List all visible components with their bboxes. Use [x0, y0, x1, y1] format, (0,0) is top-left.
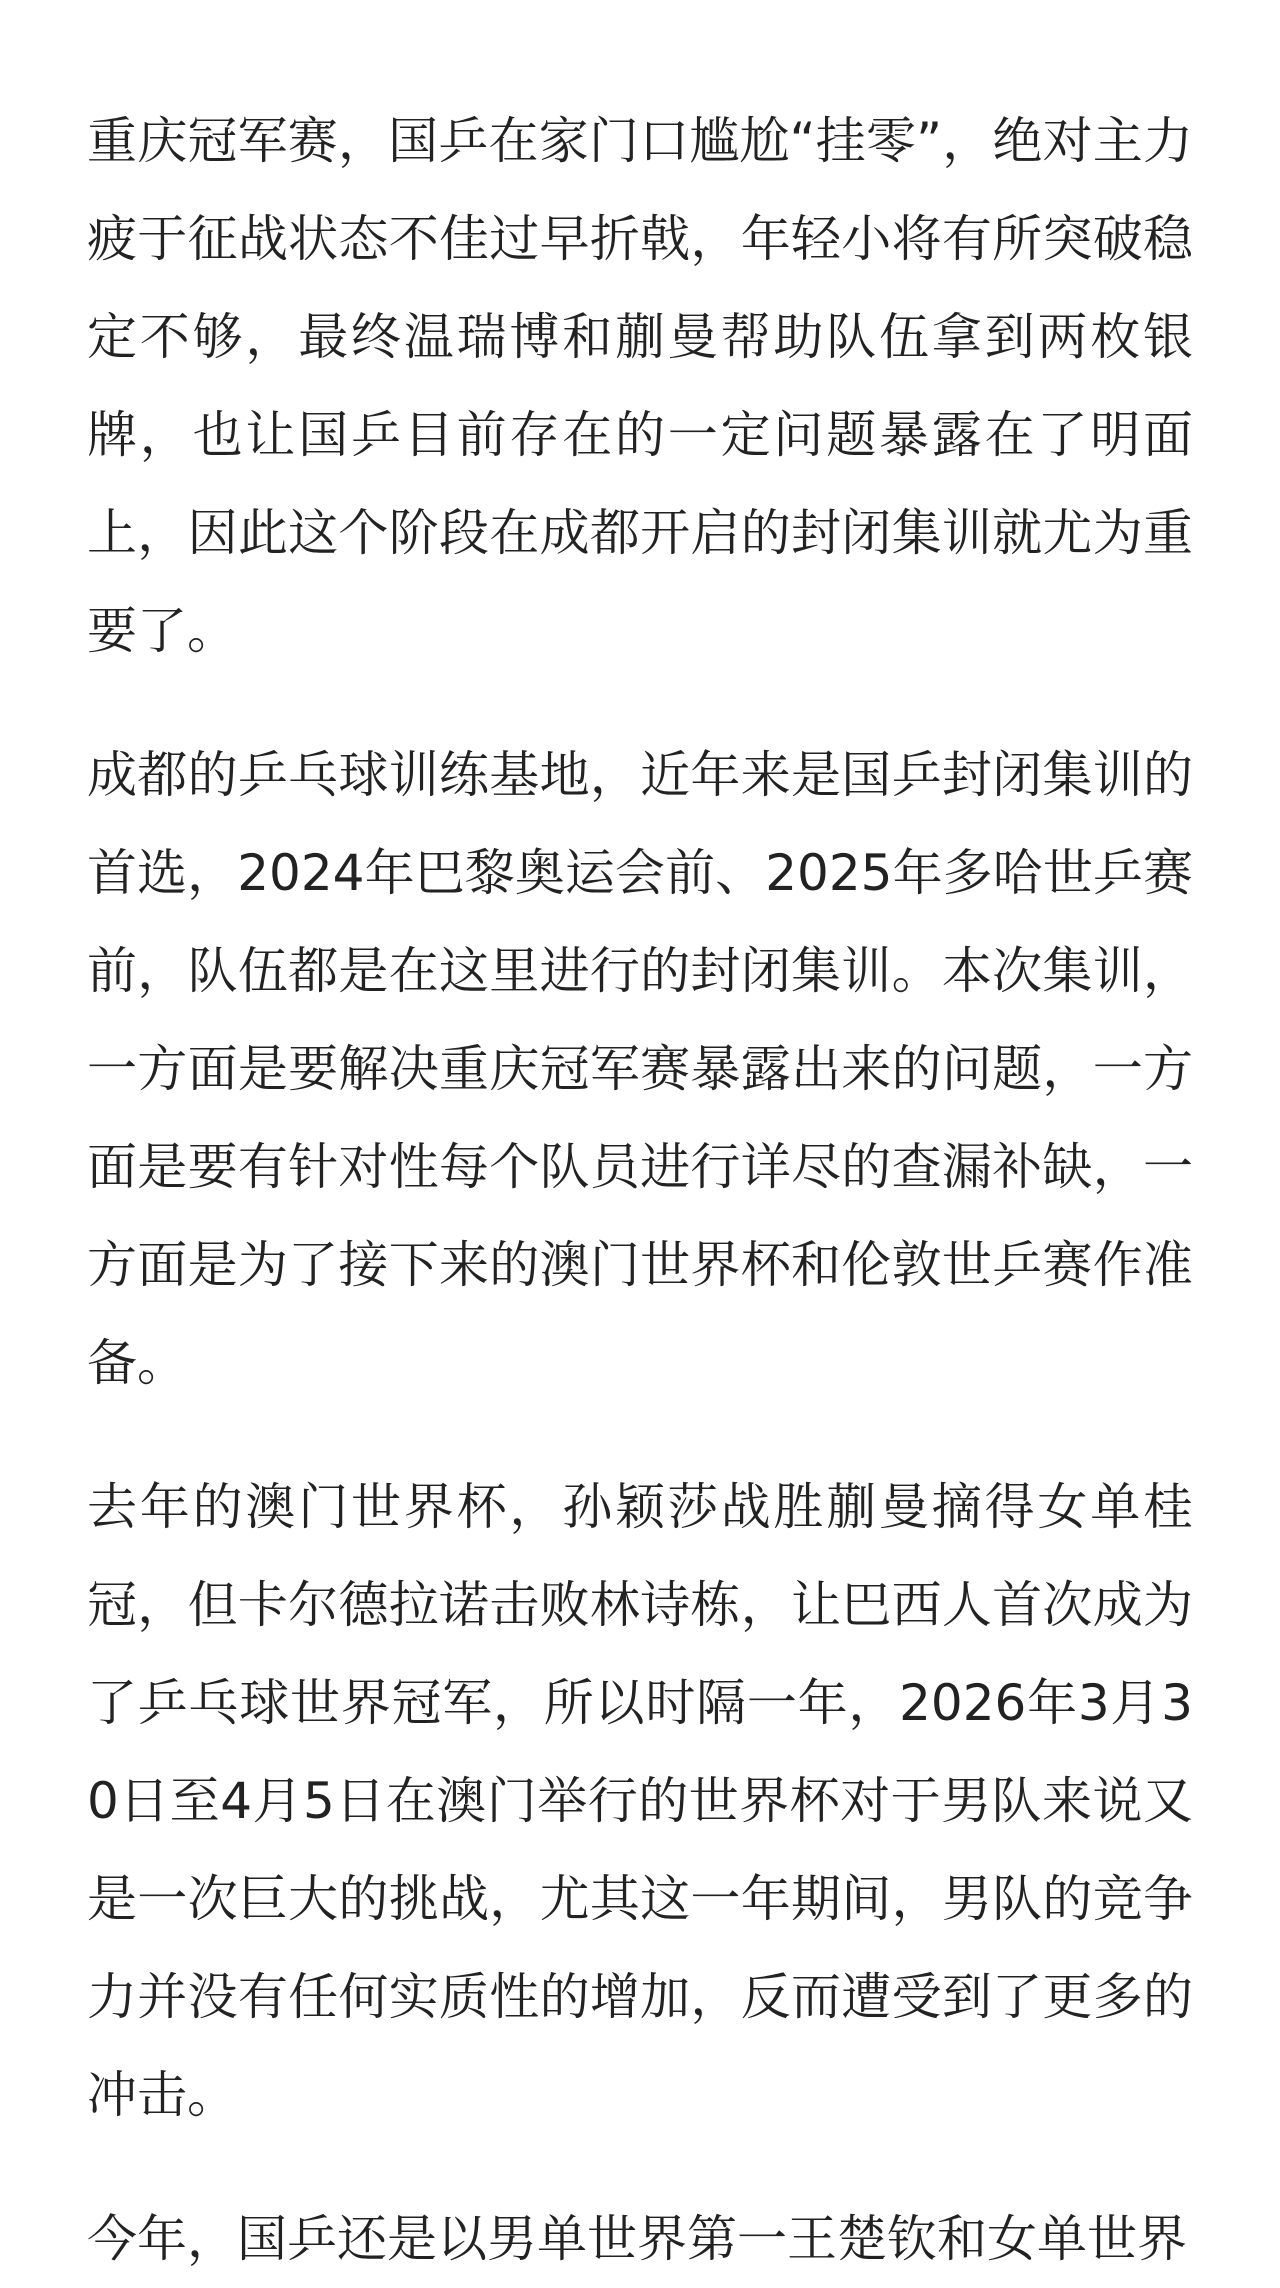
paragraph-4: 今年，国乒还是以男单世界第一王楚钦和女单世界	[87, 2210, 1187, 2268]
paragraph-3: 去年的澳门世界杯，孙颖莎战胜蒯曼摘得女单桂冠，但卡尔德拉诺击败林诗栋，让巴西人首次成为了乒乓球世界冠军，所以时隔一年，2026年3月30日至4月5日在澳门举行的世界杯对于男队来说又是一次巨大的挑战，尤其这一年期间，男队的竞争力并没有任何实质性的增加，反而遭受到了更多的冲击。	[87, 1478, 1193, 2124]
paragraph-1: 重庆冠军赛，国乒在家门口尴尬“挂零”，绝对主力疲于征战状态不佳过早折戟，年轻小将有所突破稳定不够，最终温瑞博和蒯曼帮助队伍拿到两枚银牌，也让国乒目前存在的一定问题暴露在了明面上，因此这个阶段在成都开启的封闭集训就尤为重要了。	[87, 112, 1193, 660]
article-body	[87, 92, 1193, 2288]
paragraph-2: 成都的乒乓球训练基地，近年来是国乒封闭集训的首选，2024年巴黎奥运会前、2025年多哈世乒赛前，队伍都是在这里进行的封闭集训。本次集训，一方面是要解决重庆冠军赛暴露出来的问题，一方面是要有针对性每个队员进行详尽的查漏补缺，一方面是为了接下来的澳门世界杯和伦敦世乒赛作准备。	[87, 746, 1193, 1392]
